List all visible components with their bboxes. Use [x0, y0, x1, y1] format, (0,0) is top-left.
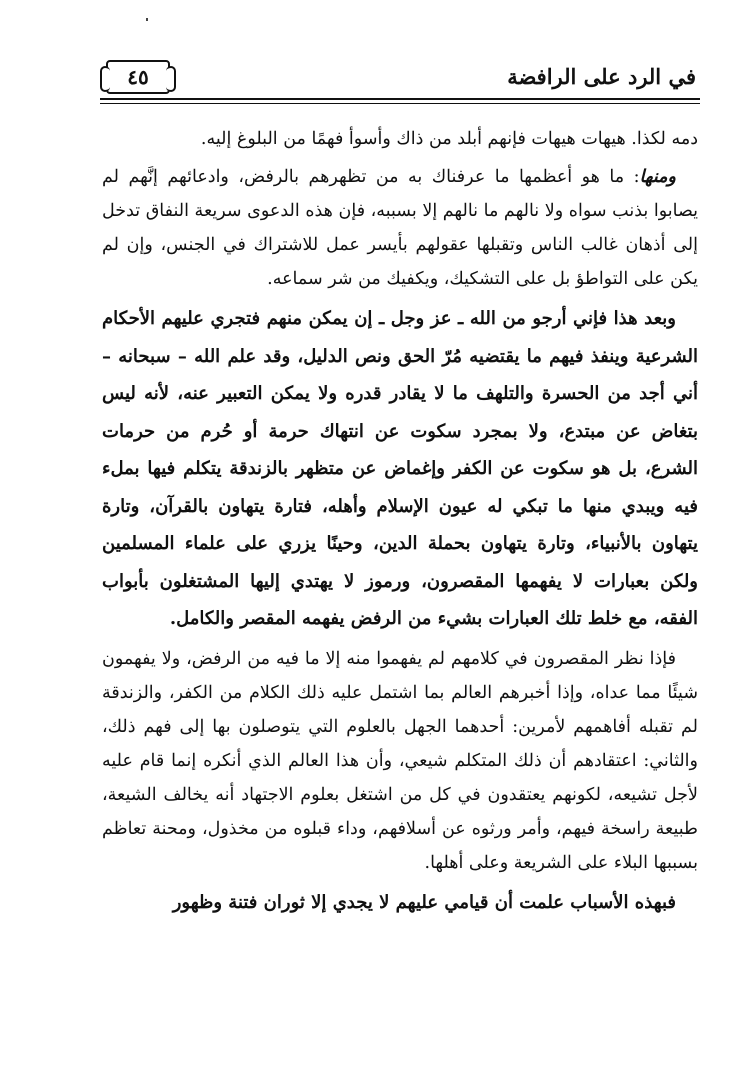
body-text — [102, 122, 698, 921]
paragraph-2-lead: ومنها — [639, 167, 676, 187]
header-rule — [100, 98, 700, 100]
paragraph-3-text: وبعد هذا فإني أرجو من الله ـ عز وجل ـ إن يمكن منهم فتجري عليهم الأحكام الشرعية وينفذ فيهم ما يقتضيه مُرّ الحق ونص الدليل، وقد علم الله – سبحانه – أني أجد من الحسرة والتلهف ما لا يقادر قدره ولا يمكن التعبير عنه، لأنه ليس بتغاض عن مبتدع، ولا بمجرد سكوت عن انتهاك حرمة أو حُرم من حرمات الشرع، بل هو سكوت عن الكفر وإغماض عن متظهر بالزندقة يتكلم فيها بملء فيه ويبدي منها ما تبكي له عيون الإسلام وأهله، فتارة يتهاون بالقرآن، وتارة يتهاون بالأنبياء، وتارة يتهاون بحملة الدين، وحينًا يزري على علماء المسلمين ولكن بعبارات لا يفهمها المقصرون، ورموز لا يهتدي إليها المشتغلون بأبواب الفقه، مع خلط تلك العبارات بشيء من الرفض يفهمه المقصر والكامل. — [102, 308, 698, 629]
paragraph-2 — [102, 160, 698, 296]
running-title: في الرد على الرافضة — [507, 64, 696, 89]
paragraph-5 — [102, 884, 698, 922]
stray-mark — [146, 18, 148, 21]
paragraph-3 — [102, 300, 698, 638]
paragraph-4 — [102, 642, 698, 880]
paragraph-5-text: فبهذه الأسباب علمت أن قيامي عليهم لا يجدي إلا ثوران فتنة وظهور — [172, 891, 676, 913]
page-number: ٤٥ — [106, 60, 170, 94]
header-rule-thin — [100, 103, 700, 104]
paragraph-1 — [102, 122, 698, 156]
paragraph-4-text: فإذا نظر المقصرون في كلامهم لم يفهموا منه إلا ما فيه من الرفض، ولا يفهمون شيئًا مما عداه، وإذا أخبرهم العالم بما اشتمل عليه ذلك الكلام من الكفر، والزندقة لم تقبله أفاهمهم لأمرين: أحدهما الجهل بالعلوم التي يتوصلون بها إلى فهم ذلك، والثاني: اعتقادهم أن ذلك المتكلم شيعي، وأن هذا العالم الذي أنكره إنما قام عليه لأجل تشيعه، لكونهم يعتقدون في كل من اشتغل بعلوم الاجتهاد أنه يخالف الشيعة، طبيعة راسخة فيهم، وأمر ورثوه عن أسلافهم، وداء قبلوه من مخذول، ومحنة تعاظم بسببها البلاء على الشريعة وعلى أهلها. — [102, 648, 698, 873]
running-header — [100, 58, 700, 102]
paragraph-2-text: : ما هو أعظمها ما عرفناك به من تظهرهم بالرفض، وادعائهم إنَّهم لم يصابوا بذنب سواه ولا نالهم ما نالهم إلا بسببه، فإن هذه الدعوى سريعة النفاق تدخل إلى أذهان غالب الناس وتقبلها عقولهم بأيسر عمل للاشتراك في الجنس، وإن لم يكن على التواطؤ بل على التشكيك، ويكفيك من شر سماعه. — [102, 167, 698, 289]
paragraph-1-text: دمه لكذا. هيهات هيهات فإنهم أبلد من ذاك وأسوأ فهمًا من البلوغ إليه. — [200, 129, 698, 149]
